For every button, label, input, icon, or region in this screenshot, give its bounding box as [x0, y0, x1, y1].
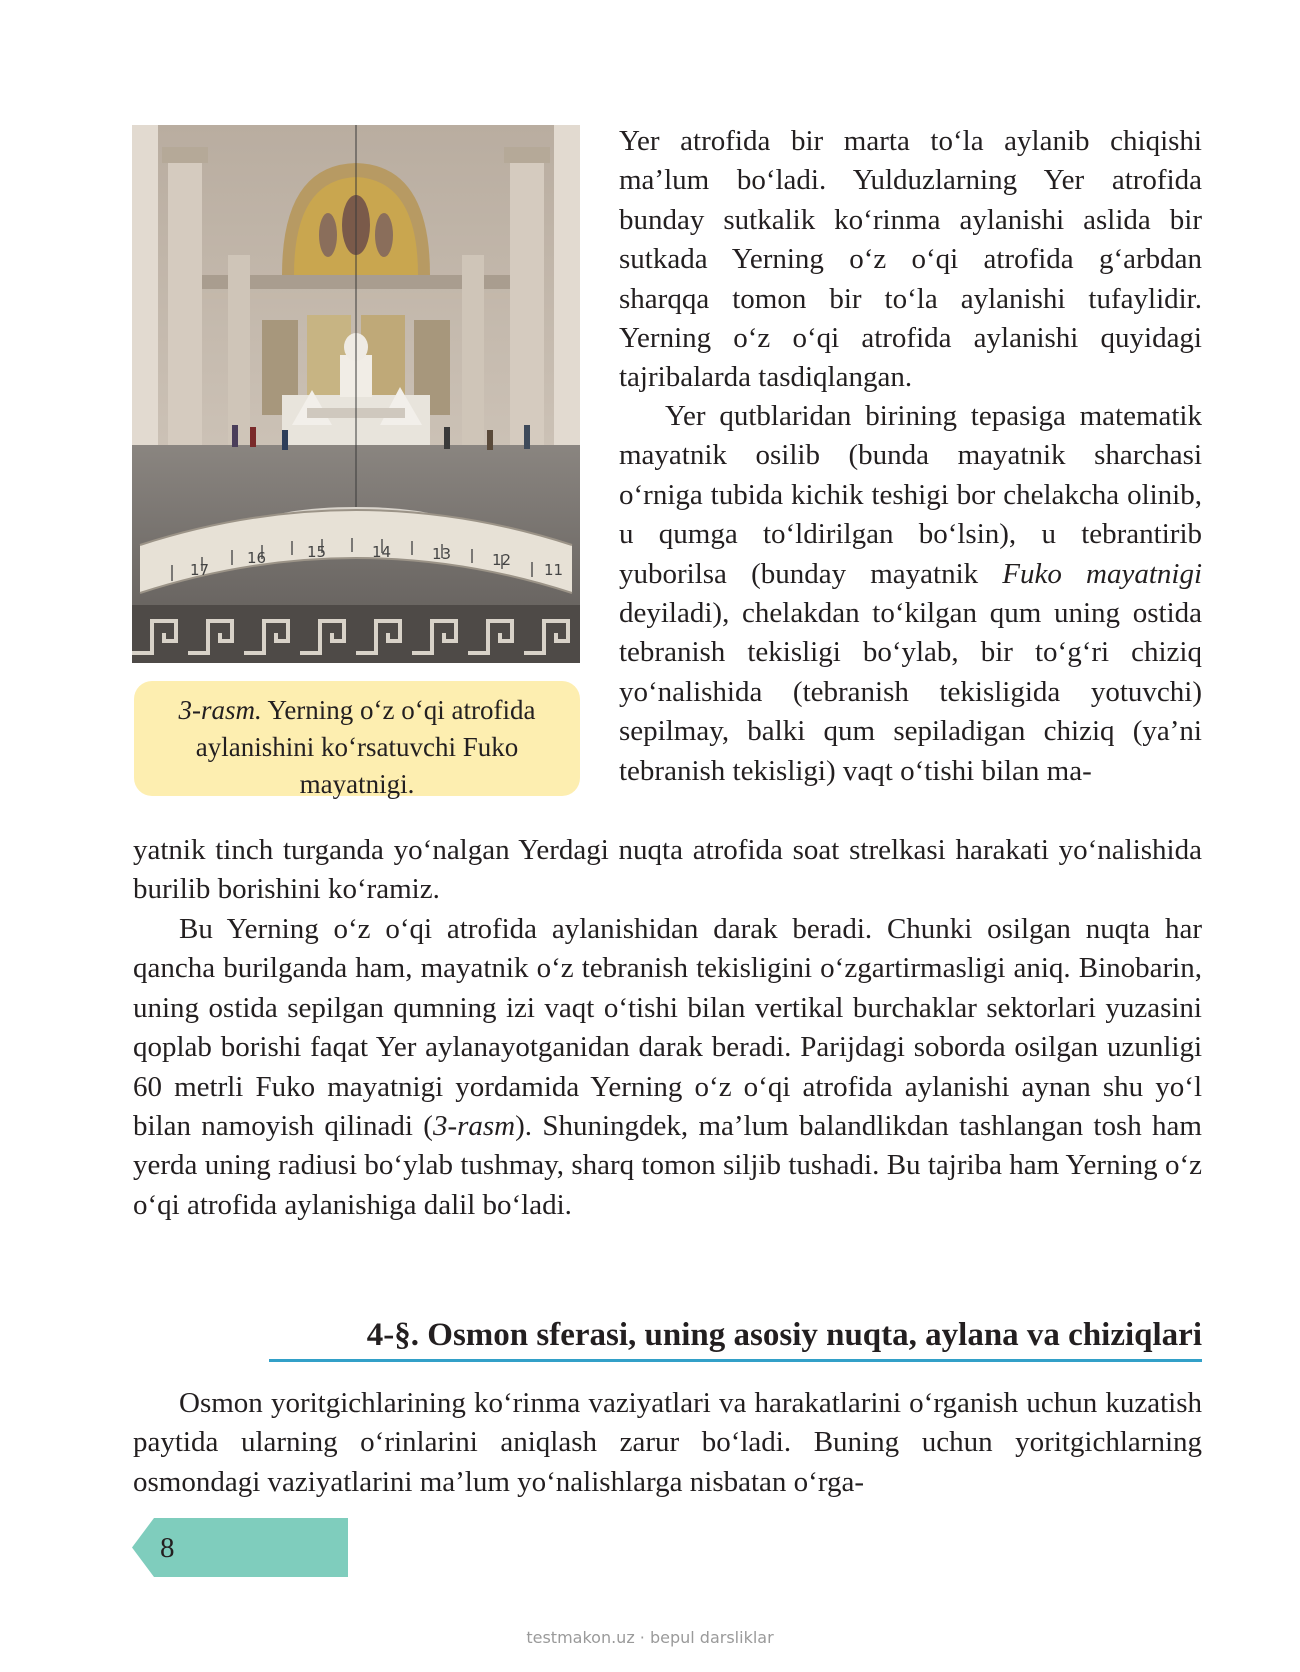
paragraph-4: Osmon yoritgichlarining ko‘rinma vaziyatlari va harakatlarini o‘rganish uchun kuzatish paytida ularning o‘rinlarini aniqlash zarur bo‘ladi. Buning uchun yoritgichlarning osmondagi vaziyatlarini ma’lum yo‘nalishlarga nisbatan o‘rga- [133, 1387, 1202, 1498]
dial-number: 15 [307, 543, 327, 561]
pendulum-photo [132, 125, 580, 663]
dial-number: 14 [372, 543, 392, 561]
paragraph-2 [619, 397, 1202, 791]
paragraph-2-continuation: yatnik tinch turganda yo‘nalgan Yerdagi nuqta atrofida soat strelkasi harakati yo‘nalishida burilib borishini ko‘ramiz. [133, 834, 1202, 906]
dial-number: 11 [544, 561, 564, 579]
caption-label: 3-rasm. [178, 695, 262, 725]
dial-number: 16 [247, 549, 267, 567]
dial-number: 17 [190, 561, 210, 579]
paragraph-3 [133, 910, 1202, 1225]
caption-text: Yerning o‘z o‘qi atrofida aylanishini ko‘rsatuvchi Fuko mayatnigi. [195, 695, 536, 799]
page-number: 8 [160, 1532, 175, 1564]
dial-number: 13 [432, 545, 452, 563]
paragraph-3-text-b: ). Shuningdek, ma’lum balandlikdan tashlangan tosh ham yerda uning radiusi bo‘ylab tushmay, sharq tomon siljib tushadi. Bu tajriba ham Yerning o‘z o‘qi atrofida aylanishiga dalil bo‘ladi. [133, 1110, 1202, 1221]
term-fuko-mayatnigi: Fuko mayatnigi [1002, 557, 1203, 590]
paragraph-1: Yer atrofida bir marta to‘la aylanib chiqishi ma’lum bo‘ladi. Yulduzlarning Yer atrofida bunday sutkalik ko‘rinma aylanishi aslida bir sutkada Yerning o‘z o‘qi atrofida g‘arbdan sharqqa tomon bir to‘la aylanishi tufaylidir. Yerning o‘z o‘qi atrofida aylanishi quyidagi tajribalarda tasdiqlangan. [619, 125, 1202, 394]
paragraph-2-text-a: Yer qutblaridan birining tepasiga matematik mayatnik osilib (bunda mayatnik sharchasi o‘rniga tubida kichik teshigi bor chelakcha olinib, u qumga to‘ldirilgan bo‘lsin), u tebrantirib yuborilsa (bunday mayatnik [619, 400, 1202, 590]
section-heading: 4-§. Osmon sferasi, uning asosiy nuqta, aylana va chiziqlari [269, 1311, 1202, 1362]
figure-caption [134, 681, 580, 799]
watermark: testmakon.uz · bepul darsliklar [526, 1628, 774, 1647]
dial-number: 12 [492, 551, 512, 569]
paragraph-3-text-a: Bu Yerning o‘z o‘qi atrofida aylanishidan darak beradi. Chunki osilgan nuqta har qancha burilganda ham, mayatnik o‘z tebranish tekisligini o‘zgartirmasligi aniq. Binobarin, uning ostida sepilgan qumning izi vaqt o‘tishi bilan vertikal burchaklar sektorlari yuzasini qoplab borishi faqat Yer aylanayotganidan darak beradi. Parijdagi soborda osilgan uzunligi 60 metrli Fuko mayatnigi yordamida Yerning o‘z o‘qi atrofida aylanishi aynan shu yo‘l bilan namoyish qilinadi ( [133, 913, 1202, 1143]
figure-reference: 3-rasm [432, 1110, 516, 1143]
paragraph-2-text-b: deyiladi), chelakdan to‘kilgan qum uning ostida tebranish tekisligi bo‘ylab, bir to‘g‘ri chiziq yo‘nalishida (tebranish tekisligida yotuvchi) sepilmay, balki qum sepiladigan chiziq (ya’ni tebranish tekisligi) vaqt o‘tishi bilan ma- [619, 597, 1202, 787]
